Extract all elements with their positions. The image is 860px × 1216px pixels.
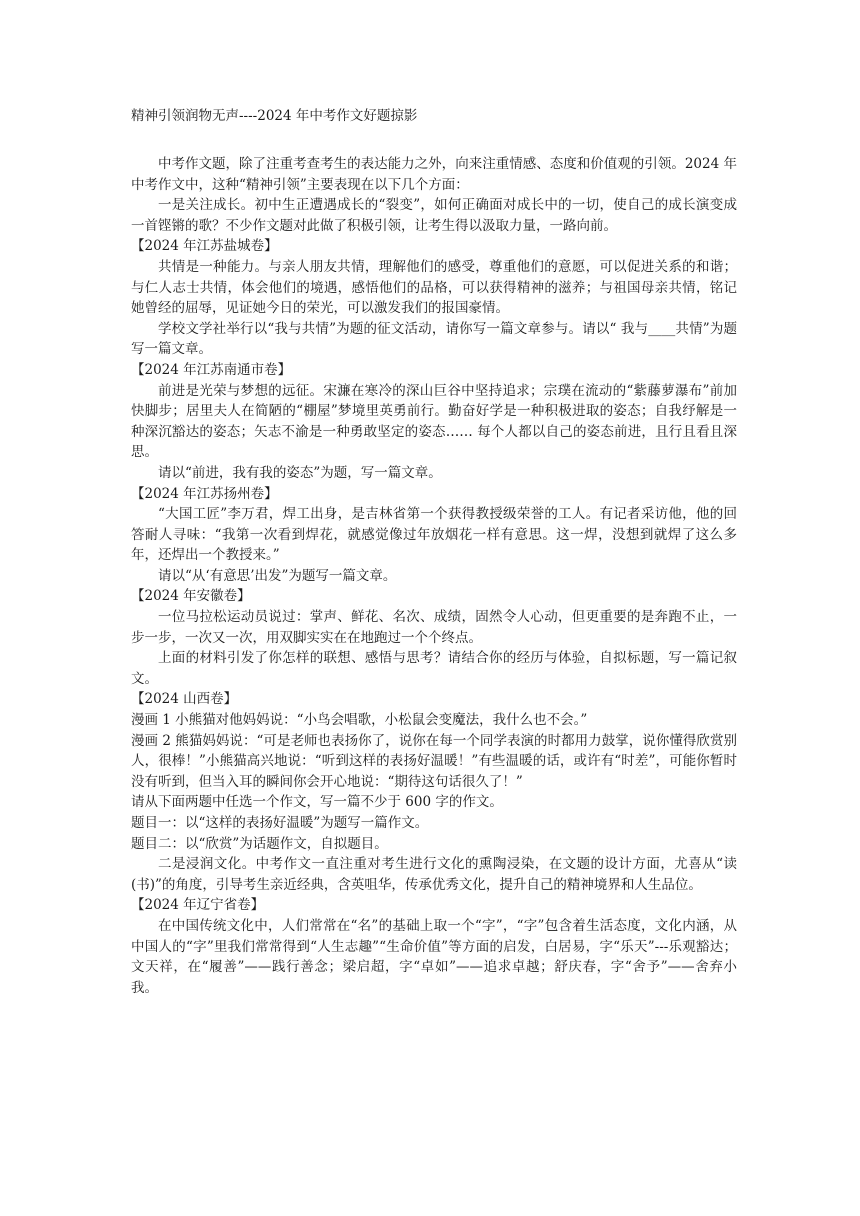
document-body: [131, 154, 737, 998]
paragraph: 请以“从‘有意思’出发”为题写一篇文章。: [158, 567, 397, 584]
paragraph: 一位马拉松运动员说过：掌声、鲜花、名次、成绩，固然令人心动，但更重要的是奔跑不止，一步一步，一次又一次，用双脚实实在在地跑过一个个终点。: [131, 609, 737, 646]
section-heading: 【2024 年江苏盐城卷】: [131, 238, 278, 255]
paragraph: 二是浸润文化。中考作文一直注重对考生进行文化的熏陶浸染，在文题的设计方面，尤喜从“读 (书)”的角度，引导考生亲近经典，含英咀华，传承优秀文化，提升自己的精神境界和人生品位。: [131, 856, 737, 893]
paragraph: 题目二：以“欣赏”为话题作文，自拟题目。: [131, 835, 388, 852]
paragraph: 中考作文题，除了注重考查考生的表达能力之外，向来注重情感、态度和价值观的引领。2024 年中考作文中，这种“精神引领”主要表现在以下几个方面：: [131, 156, 737, 193]
paragraph: 请以“前进，我有我的姿态”为题，写一篇文章。: [158, 464, 442, 481]
section-heading: 【2024 年安徽卷】: [131, 588, 251, 605]
paragraph: 在中国传统文化中，人们常常在“名”的基础上取一个“字”，“字”包含着生活态度，文化内涵，从中国人的“字”里我们常常得到“人生志趣”“生命价值”等方面的启发，白居易，字“乐天”---乐观豁达；文天祥，在“履善”——践行善念；梁启超，字“卓如”——追求卓越；舒庆春，字“舍予”——舍弃小我。: [131, 917, 737, 996]
paragraph: 漫画 1 小熊猫对他妈妈说：“小鸟会唱歌，小松鼠会变魔法，我什么也不会。”: [131, 712, 588, 729]
section-heading: 【2024 年江苏南通市卷】: [131, 361, 292, 378]
paragraph: 共情是一种能力。与亲人朋友共情，理解他们的感受，尊重他们的意愿，可以促进关系的和谐；与仁人志士共情，体会他们的境遇，感悟他们的品格，可以获得精神的滋养；与祖国母亲共情，铭记她曾经的屈辱，见证她今日的荣光，可以激发我们的报国豪情。: [131, 258, 737, 317]
document-title: 精神引领润物无声----2024 年中考作文好题掠影: [131, 108, 418, 124]
paragraph: 请从下面两题中任选一个作文，写一篇不少于 600 字的作文。: [131, 794, 503, 811]
section-heading: 【2024 山西卷】: [131, 691, 238, 708]
paragraph: “大国工匠”李万君，焊工出身，是吉林省第一个获得教授级荣誉的工人。有记者采访他，他的回答耐人寻味：“我第一次看到焊花，就感觉像过年放烟花一样有意思。这一焊，没想到就焊了这么多年，还焊出一个教授来。”: [131, 506, 737, 564]
paragraph: 上面的材料引发了你怎样的联想、感悟与思考？请结合你的经历与体验，自拟标题，写一篇记叙文。: [131, 650, 737, 687]
section-heading: 【2024 年江苏扬州卷】: [131, 485, 278, 502]
paragraph: 前进是光荣与梦想的远征。宋濂在寒冷的深山巨谷中坚持追求；宗璞在流动的“紫藤萝瀑布”前加快脚步；居里夫人在简陋的“棚屋”梦境里英勇前行。勤奋好学是一种积极进取的姿态；自我纾解是一种深沉豁达的姿态；矢志不渝是一种勇敢坚定的姿态…… 每个人都以自己的姿态前进，且行且看且深思。: [131, 382, 737, 461]
paragraph: 题目一：以“这样的表扬好温暖”为题写一篇作文。: [131, 815, 429, 831]
paragraph: 漫画 2 熊猫妈妈说：“可是老师也表扬你了，说你在每一个同学表演的时都用力鼓掌，说你懂得欣赏别人，很棒！”小熊猫高兴地说：“听到这样的表扬好温暖！”有些温暖的话，或许有“时差”，可能你暂时没有听到，但当入耳的瞬间你会开心地说：“期待这句话很久了！”: [131, 732, 737, 790]
paragraph: 一是关注成长。初中生正遭遇成长的“裂变”，如何正确面对成长中的一切，使自己的成长演变成一首铿锵的歌？不少作文题对此做了积极引领，让考生得以汲取力量，一路向前。: [131, 197, 737, 234]
paragraph: 学校文学社举行以“我与共情”为题的征文活动，请你写一篇文章参与。请以“ 我与____共情”为题写一篇文章。: [131, 320, 737, 358]
section-heading: 【2024 年辽宁省卷】: [131, 897, 265, 914]
